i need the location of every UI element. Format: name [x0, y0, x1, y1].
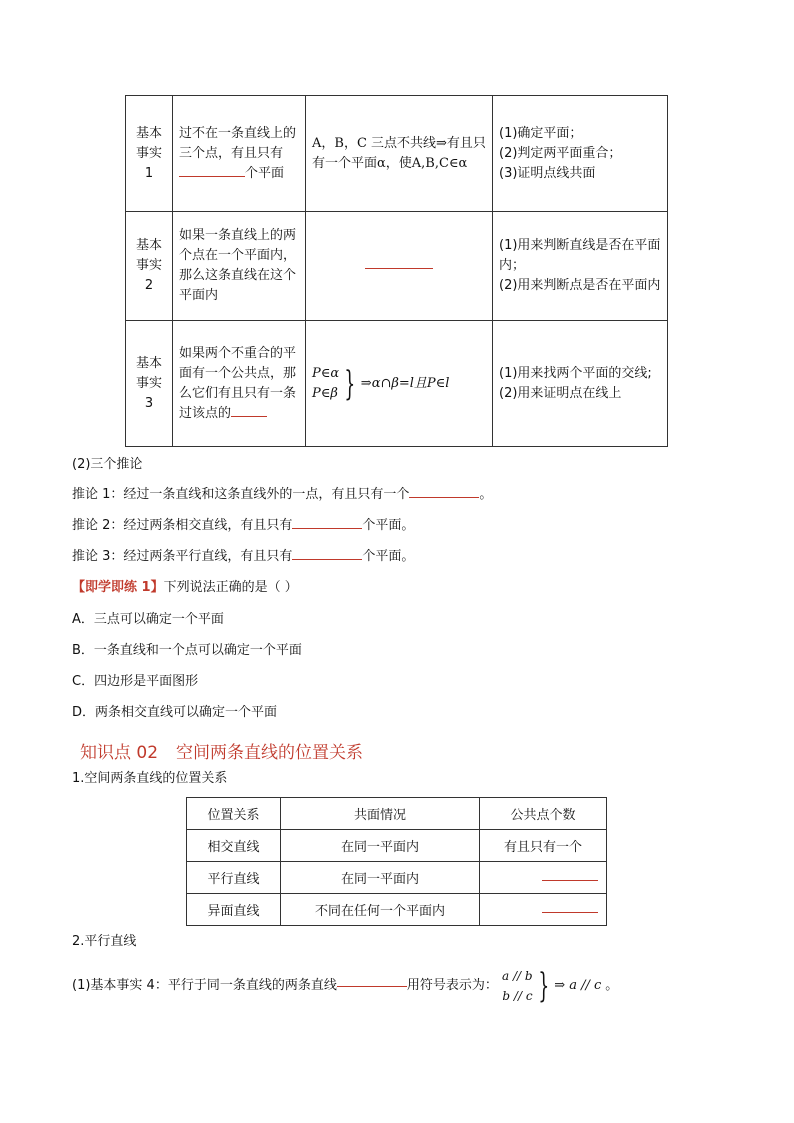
fact-use — [493, 96, 668, 212]
label-line: 基本 — [135, 125, 162, 141]
content-text: 如果两个不重合的平面有一个公共点，那么它们有且只有一条过该点的 — [179, 345, 297, 421]
content-text: 个平面 — [245, 165, 285, 181]
inference-text: 个平面。 — [362, 518, 415, 533]
subheading-1: 1.空间两条直线的位置关系 — [72, 771, 228, 786]
basic-facts-table — [125, 95, 668, 447]
section-title-text: 空间两条直线的位置关系 — [176, 743, 364, 763]
answer-blank[interactable] — [179, 175, 245, 177]
right-brace-icon: } — [344, 363, 356, 404]
option-b[interactable]: B．一条直线和一个点可以确定一个平面 — [72, 643, 302, 658]
content-text: 如果一条直线上的两个点在一个平面内，那么这条直线在这个平面内 — [179, 228, 297, 303]
inference-heading: (2)三个推论 — [72, 457, 143, 472]
label-line: 事实 — [135, 145, 162, 161]
brace-lines — [312, 364, 339, 404]
fact-label — [126, 96, 173, 212]
table-cell: 平行直线 — [187, 862, 281, 894]
fact-content — [173, 212, 306, 321]
table-cell: 在同一平面内 — [281, 830, 480, 862]
fact4-text: 用符号表示为： — [406, 978, 498, 993]
use-line: (2)用来证明点在线上 — [499, 385, 622, 401]
fact-use — [493, 321, 668, 447]
fact-label — [126, 321, 173, 447]
fact-symbol — [306, 212, 493, 321]
content-text: 过不在一条直线上的三个点，有且只有 — [179, 125, 297, 161]
fact-content — [173, 321, 306, 447]
label-line: 2 — [144, 278, 154, 293]
use-line: (2)用来判断点是否在平面内 — [499, 278, 661, 293]
fact-content — [173, 96, 306, 212]
inference-1 — [72, 486, 492, 504]
table-header-row — [187, 798, 607, 830]
symbol-brace-group — [312, 364, 361, 404]
label-line: 3 — [144, 395, 154, 411]
fact-label — [126, 212, 173, 321]
brace-lines — [502, 966, 533, 1006]
table-cell: 不同在任何一个平面内 — [281, 894, 480, 926]
answer-blank[interactable] — [292, 527, 362, 529]
brace-line: a // b — [501, 969, 533, 983]
column-header: 共面情况 — [281, 798, 480, 830]
table-row — [126, 321, 668, 447]
exercise-question — [72, 579, 298, 597]
inference-text: 个平面。 — [362, 549, 415, 564]
option-d[interactable]: D．两条相交直线可以确定一个平面 — [72, 705, 278, 720]
answer-blank[interactable] — [365, 267, 433, 269]
table-cell: 相交直线 — [187, 830, 281, 862]
fact4-brace-group — [502, 966, 554, 1006]
table-row — [187, 894, 607, 926]
inference-3 — [72, 548, 414, 566]
answer-blank[interactable] — [542, 911, 598, 913]
label-line: 基本 — [135, 355, 162, 371]
column-header: 位置关系 — [187, 798, 281, 830]
table-cell — [480, 862, 607, 894]
exercise-text: 下列说法正确的是（ ） — [163, 580, 298, 595]
fact-symbol — [306, 96, 493, 212]
table-row — [126, 212, 668, 321]
fact-4 — [72, 966, 618, 1006]
right-brace-icon: } — [537, 966, 549, 1006]
table-row — [126, 96, 668, 212]
symbol-text: A，B，C 三点不共线⇒有且只有一个平面α，使A,B,C∈α — [312, 135, 486, 171]
table-cell: 异面直线 — [187, 894, 281, 926]
table-cell — [480, 894, 607, 926]
fact4-end: 。 — [605, 978, 619, 993]
use-line: (2)判定两平面重合； — [499, 145, 622, 161]
inference-text: 推论 1：经过一条直线和这条直线外的一点，有且只有一个 — [72, 487, 410, 502]
label-line: 1 — [144, 165, 154, 181]
brace-line: P∈α — [312, 365, 340, 381]
answer-blank[interactable] — [337, 985, 407, 987]
brace-line: P∈β — [312, 385, 338, 401]
use-line: (3)证明点线共面 — [499, 165, 596, 181]
use-line: (1)确定平面； — [499, 125, 583, 141]
label-line: 事实 — [135, 258, 162, 273]
subheading-2: 2.平行直线 — [72, 934, 137, 949]
answer-blank[interactable] — [409, 496, 479, 498]
exercise-tag: 【即学即练 1】 — [72, 580, 164, 595]
section-number: 知识点 02 — [80, 743, 159, 763]
answer-blank[interactable] — [231, 415, 267, 417]
fact4-result: ⇒ a // c — [554, 978, 602, 993]
answer-blank[interactable] — [292, 558, 362, 560]
label-line: 基本 — [135, 238, 162, 253]
symbol-result: ⇒α∩β=l且P∈l — [360, 375, 450, 391]
inference-text: 推论 3：经过两条平行直线，有且只有 — [72, 549, 293, 564]
use-line: (1)用来判断直线是否在平面内； — [499, 238, 661, 273]
column-header: 公共点个数 — [480, 798, 607, 830]
fact-symbol — [306, 321, 493, 447]
fact-use — [493, 212, 668, 321]
inference-text: 。 — [479, 487, 493, 502]
fact4-text: (1)基本事实 4：平行于同一条直线的两条直线 — [72, 978, 337, 993]
option-c[interactable]: C．四边形是平面图形 — [72, 674, 199, 689]
section-title — [80, 738, 381, 763]
inference-2 — [72, 517, 414, 535]
table-cell: 在同一平面内 — [281, 862, 480, 894]
line-relations-table — [186, 797, 607, 926]
table-row — [187, 862, 607, 894]
option-a[interactable]: A．三点可以确定一个平面 — [72, 612, 224, 627]
inference-text: 推论 2：经过两条相交直线，有且只有 — [72, 518, 293, 533]
table-row — [187, 830, 607, 862]
use-line: (1)用来找两个平面的交线; — [499, 365, 652, 381]
brace-line: b // c — [502, 989, 533, 1003]
table-cell: 有且只有一个 — [480, 830, 607, 862]
answer-blank[interactable] — [542, 879, 598, 881]
label-line: 事实 — [135, 375, 162, 391]
